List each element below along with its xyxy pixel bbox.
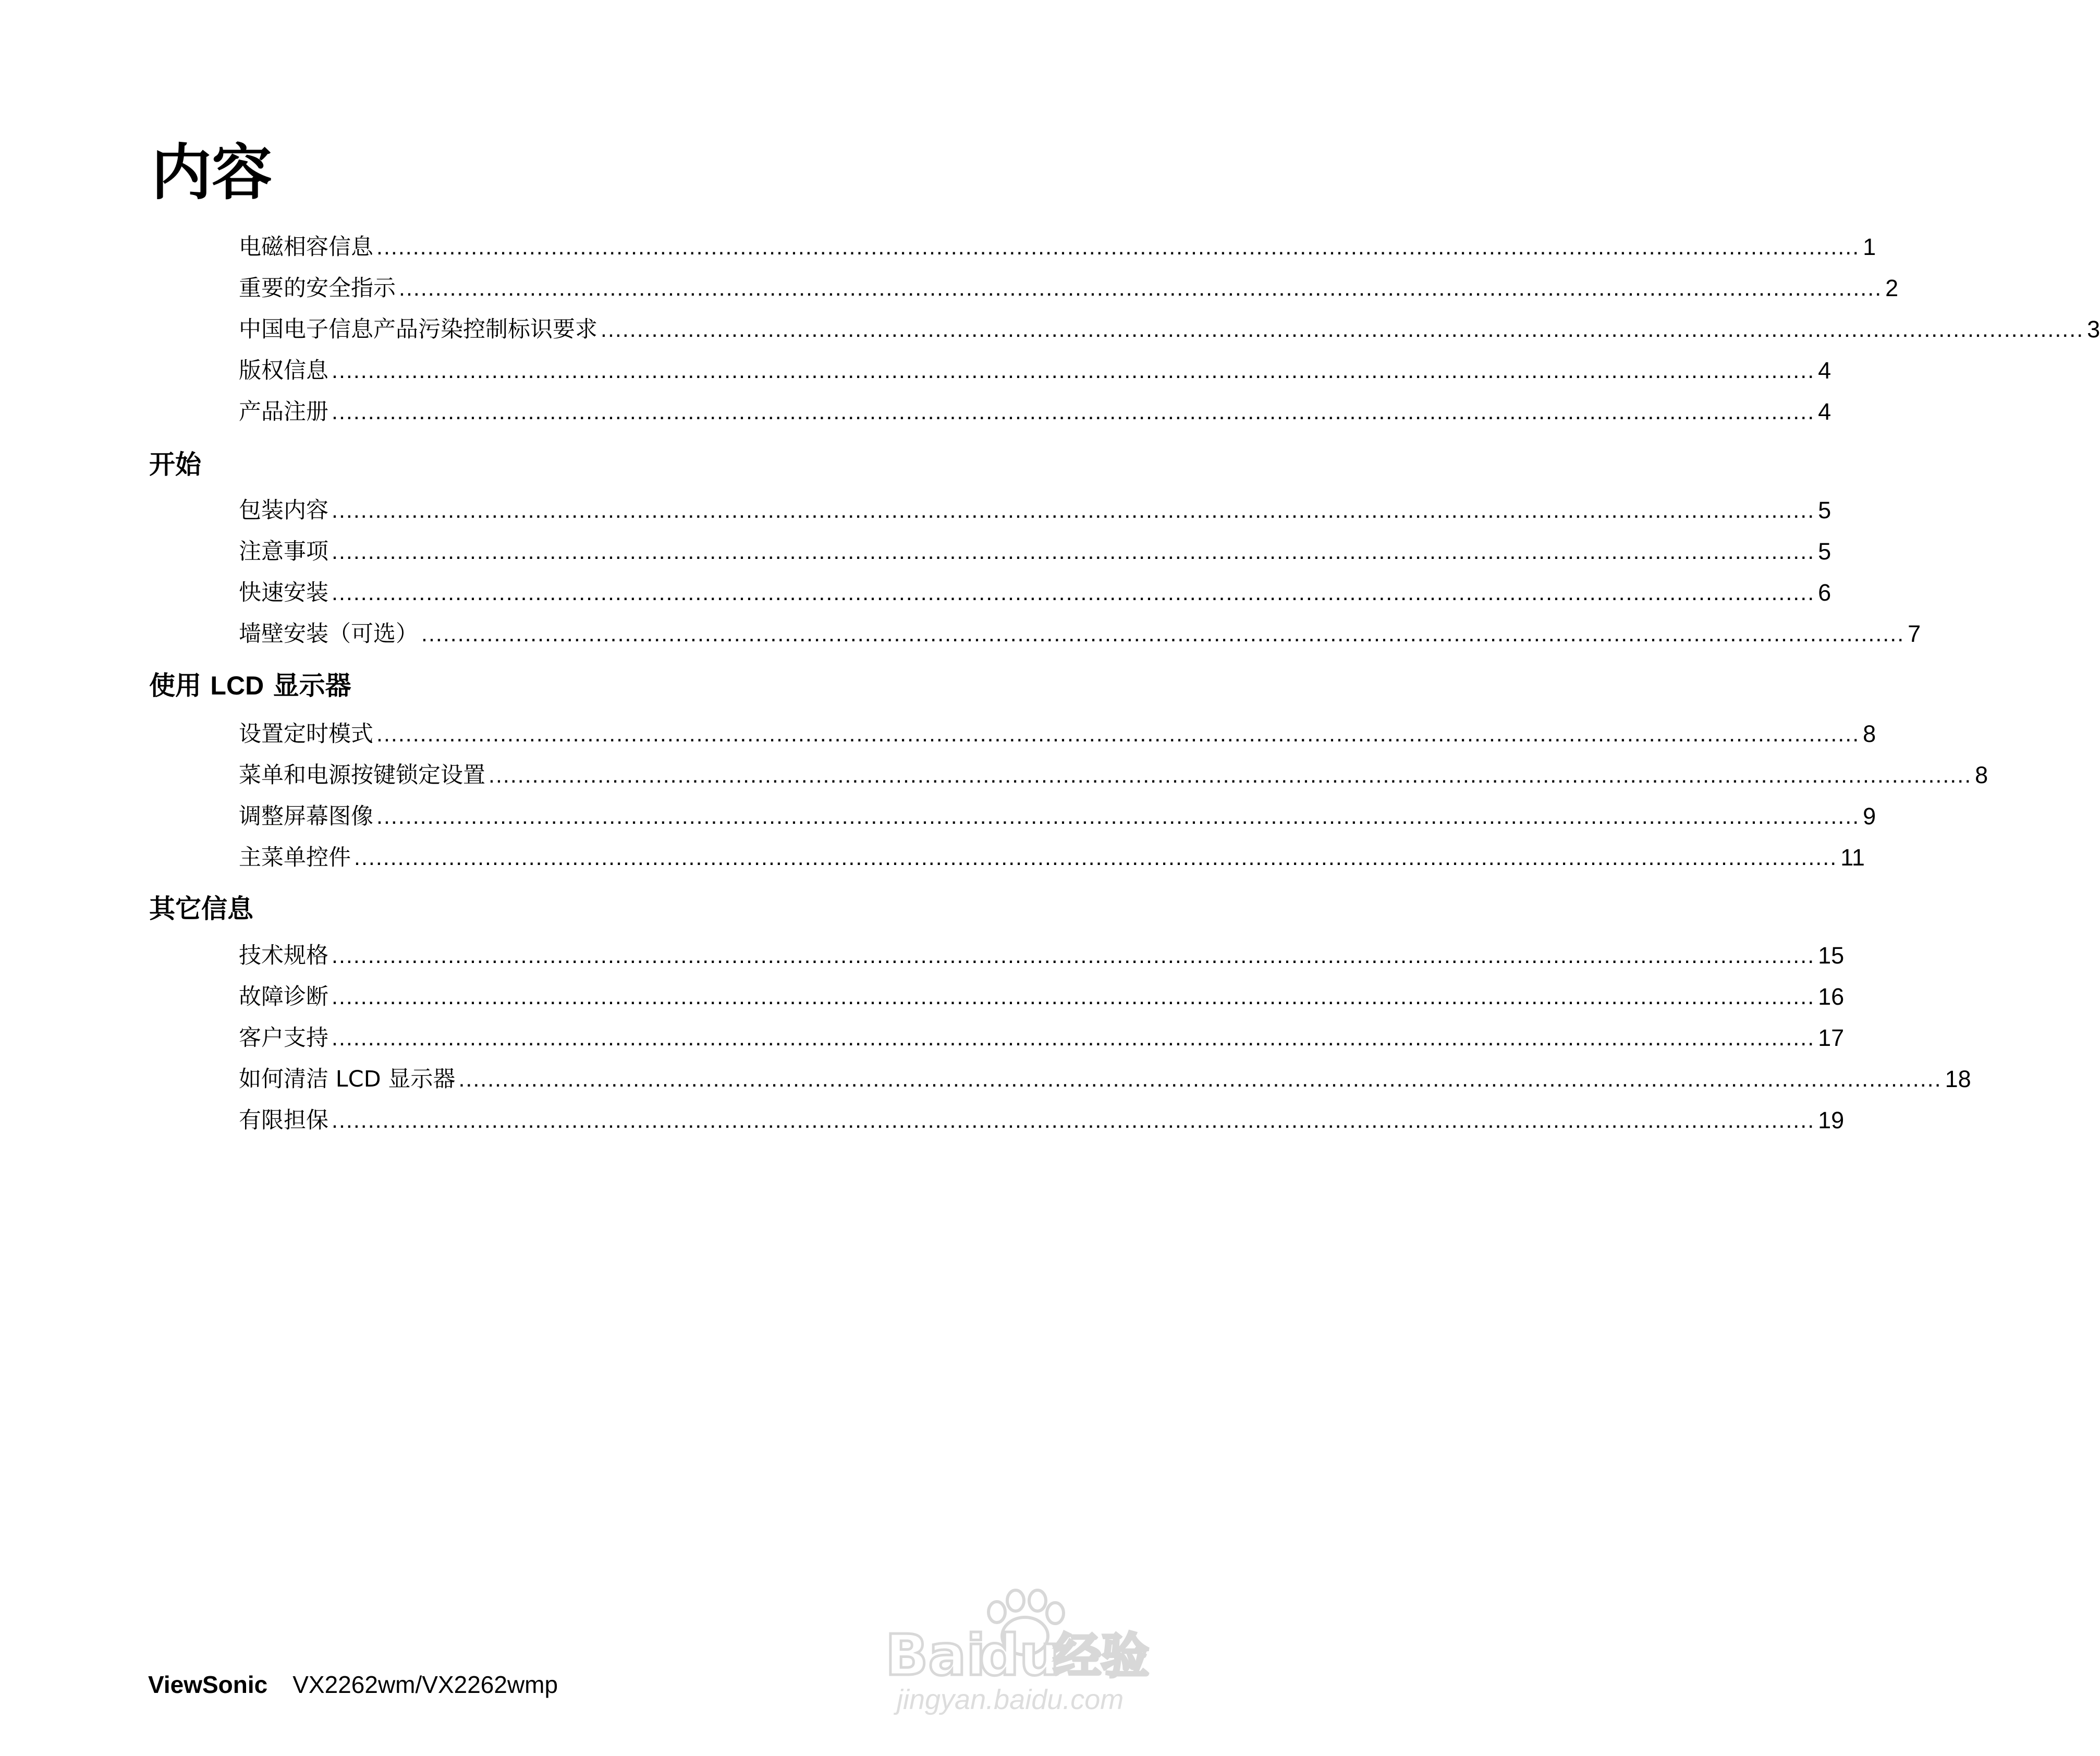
toc-entry-label: 重要的安全指示 <box>239 275 396 301</box>
dot-leader: ............................................................................................................................................................................................................ <box>601 317 2084 342</box>
toc-entry-page: 16 <box>1818 983 1845 1010</box>
toc-entry-label: 产品注册 <box>239 399 328 425</box>
toc-entry-page: 18 <box>1945 1066 1971 1092</box>
dot-leader: ............................................................................................................................................................................................................ <box>332 399 1815 424</box>
toc-entry[interactable] <box>239 797 1876 830</box>
dot-leader: ............................................................................................................................................................................................................ <box>332 984 1815 1009</box>
toc-entry-label: 菜单和电源按键锁定设置 <box>239 762 485 788</box>
dot-leader: ............................................................................................................................................................................................................ <box>376 235 1860 260</box>
toc-entry[interactable] <box>239 351 1832 384</box>
watermark-url: jingyan.baidu.com <box>897 1684 1124 1715</box>
toc-entry[interactable] <box>239 269 1899 301</box>
dot-leader: ............................................................................................................................................................................................................ <box>332 1026 1815 1051</box>
toc-entry-label: 如何清洁 LCD 显示器 <box>239 1066 456 1092</box>
dot-leader: ............................................................................................................................................................................................................ <box>332 539 1815 564</box>
dot-leader: ............................................................................................................................................................................................................ <box>458 1067 1942 1092</box>
dot-leader: ............................................................................................................................................................................................................ <box>332 580 1815 605</box>
toc-entry-page: 4 <box>1818 398 1832 425</box>
toc-entry-label: 故障诊断 <box>239 984 328 1010</box>
dot-leader: ............................................................................................................................................................................................................ <box>489 763 1972 788</box>
toc-entry[interactable] <box>239 310 2100 343</box>
toc-entry-page: 1 <box>1863 234 1876 260</box>
toc-entry-page: 7 <box>1908 620 1921 647</box>
heading-part: 显示器 <box>273 670 351 701</box>
dot-leader: ............................................................................................................................................................................................................ <box>332 1108 1815 1133</box>
toc-entry[interactable] <box>239 1059 1971 1092</box>
svg-text:经验: 经验 <box>1053 1628 1150 1684</box>
toc-entry-label: 包装内容 <box>239 497 328 523</box>
toc-entry[interactable] <box>239 936 1845 969</box>
section-heading-using-lcd <box>149 670 351 701</box>
toc-entry[interactable] <box>239 491 1832 523</box>
footer-brand: ViewSonic <box>148 1671 268 1698</box>
page-title: 内容 <box>151 138 272 208</box>
toc-entry[interactable] <box>239 1101 1845 1133</box>
toc-entry-label: 版权信息 <box>239 358 328 384</box>
toc-entry-page: 6 <box>1818 579 1832 606</box>
toc-entry-label: 快速安装 <box>239 580 328 606</box>
dot-leader: ............................................................................................................................................................................................................ <box>332 943 1815 968</box>
toc-entry-page: 8 <box>1863 721 1876 747</box>
section-heading-getting-started: 开始 <box>149 449 201 480</box>
dot-leader: ............................................................................................................................................................................................................ <box>354 845 1838 870</box>
toc-entry-label: 技术规格 <box>239 943 328 969</box>
dot-leader: ............................................................................................................................................................................................................ <box>332 358 1815 383</box>
toc-entry[interactable] <box>239 838 1865 871</box>
toc-entry[interactable] <box>239 573 1832 606</box>
toc-entry-label: 中国电子信息产品污染控制标识要求 <box>239 316 597 343</box>
toc-entry-label: 设置定时模式 <box>239 721 373 747</box>
toc-entry-page: 9 <box>1863 803 1876 830</box>
toc-entry-label: 注意事项 <box>239 539 328 565</box>
toc-entry-label: 客户支持 <box>239 1025 328 1051</box>
toc-entry[interactable] <box>239 532 1832 565</box>
heading-part: LCD <box>210 671 264 700</box>
svg-text:du: du <box>979 1623 1060 1688</box>
page-footer <box>148 1673 558 1697</box>
toc-entry-label: 调整屏幕图像 <box>239 803 373 830</box>
toc-entry-page: 17 <box>1818 1025 1845 1051</box>
toc-entry[interactable] <box>239 755 1988 788</box>
watermark-logo-lettering <box>885 1623 1149 1688</box>
toc-entry-page: 11 <box>1840 844 1865 871</box>
toc-entry-page: 8 <box>1975 762 1988 788</box>
toc-entry-page: 5 <box>1818 497 1832 523</box>
toc-entry-label: 主菜单控件 <box>239 845 351 871</box>
toc-entry[interactable] <box>239 392 1832 425</box>
section-heading-other-info: 其它信息 <box>149 894 253 924</box>
dot-leader: ............................................................................................................................................................................................................ <box>399 276 1883 301</box>
toc-entry[interactable] <box>239 714 1876 747</box>
toc-entry[interactable] <box>239 227 1876 260</box>
dot-leader: ............................................................................................................................................................................................................ <box>376 804 1860 829</box>
toc-entry-label: 电磁相容信息 <box>239 234 373 260</box>
toc-entry[interactable] <box>239 1018 1845 1051</box>
svg-text:Bai: Bai <box>885 1623 986 1688</box>
toc-entry-label: 墙壁安装（可选） <box>239 621 418 647</box>
toc-entry-page: 3 <box>2087 316 2100 343</box>
dot-leader: ............................................................................................................................................................................................................ <box>376 722 1860 747</box>
toc-entry-page: 15 <box>1818 942 1845 969</box>
heading-part: 使用 <box>149 670 201 701</box>
baidu-jingyan-watermark <box>885 1583 1177 1713</box>
toc-entry-page: 2 <box>1885 275 1899 301</box>
dot-leader: ............................................................................................................................................................................................................ <box>421 621 1905 647</box>
toc-entry-label: 有限担保 <box>239 1107 328 1133</box>
toc-entry[interactable] <box>239 977 1845 1010</box>
toc-entry[interactable] <box>239 614 1921 647</box>
footer-model: VX2262wm/VX2262wmp <box>292 1671 558 1698</box>
toc-entry-page: 19 <box>1818 1107 1845 1133</box>
dot-leader: ............................................................................................................................................................................................................ <box>332 498 1815 523</box>
toc-entry-page: 5 <box>1818 538 1832 565</box>
toc-entry-page: 4 <box>1818 357 1832 384</box>
